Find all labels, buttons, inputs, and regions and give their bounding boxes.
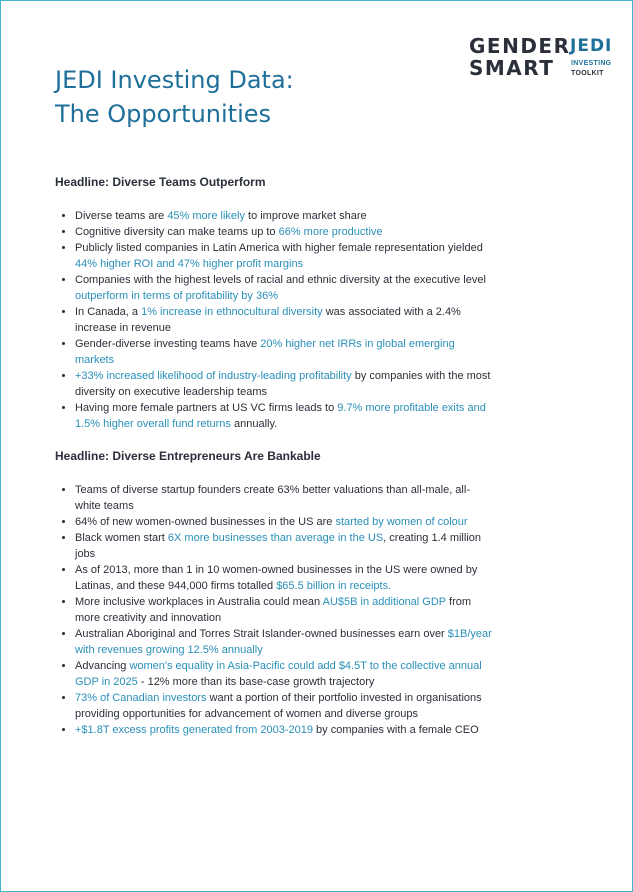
bullet-text: As of 2013, more than 1 in 10 women-owned businesses in the US were owned by Latinas, and these 944,000 firms totalled [75,564,478,592]
bullet-text: Gender-diverse investing teams have [75,338,261,350]
list-item [75,530,495,562]
list-item [75,272,495,304]
bullet-text: Black women start [75,532,168,544]
bullet-text: from more creativity and innovation [75,596,472,624]
list-item [75,224,495,240]
bullet-text: In Canada, a [75,306,142,318]
source-link[interactable]: $1B/year with revenues growing 12.5% annually [75,628,492,656]
list-item [75,658,495,690]
bullet-text: Cognitive diversity can make teams up to [75,226,279,238]
source-link[interactable]: 1% increase in ethnocultural diversity [141,306,323,318]
logo-toolkit: TOOLKIT [571,70,604,77]
bullet-text: Teams of diverse startup founders create 63% better valuations than all-male, all-white teams [75,484,470,512]
bullet-text: to improve market share [244,210,367,222]
bullet-text: annually. [230,418,278,430]
bullet-text: Companies with the highest levels of racial and ethnic diversity at the executive level [75,274,486,286]
logo-word-gender: GENDER [469,34,571,58]
bullet-text: Having more female partners at US VC firms leads to [75,402,338,414]
bullet-text: by companies with a female CEO [312,724,479,736]
list-item [75,208,495,224]
bullet-text: Diverse teams are [75,210,168,222]
list-item [75,240,495,272]
logo-word-smart: SMART [469,56,555,80]
list-item [75,482,495,514]
source-link[interactable]: outperform in terms of profitability by 36% [75,290,278,302]
source-link[interactable]: +33% increased likelihood of industry-leading profitability [75,370,352,382]
section-heading-entrepreneurs: Headline: Diverse Entrepreneurs Are Bankable [55,449,321,463]
list-item [75,368,495,400]
bullet-text: by companies with the most diversity on executive leadership teams [75,370,491,398]
logo-investing: INVESTING [571,60,612,67]
list-item [75,514,495,530]
page-title-line-1: JEDI Investing Data: [55,66,294,94]
source-link[interactable]: +$1.8T excess profits generated from 2003-2019 [75,724,313,736]
source-link[interactable]: women's equality in Asia-Pacific could add $4.5T to the collective annual GDP in 2025 [75,660,482,688]
logo-jedi: JEDI [570,36,613,56]
bullet-text: , creating 1.4 million jobs [75,532,481,560]
source-link[interactable]: 6X more businesses than average in the US [167,532,384,544]
list-item [75,626,495,658]
source-link[interactable]: 44% higher ROI and 47% higher profit margins [75,258,304,270]
page-title-line-2: The Opportunities [55,100,272,128]
section-heading-teams: Headline: Diverse Teams Outperform [55,175,266,189]
bullet-text: Publicly listed companies in Latin America with higher female representation yielded [75,242,483,254]
source-link[interactable]: 45% more likely [167,210,245,222]
bullet-text: want a portion of their portfolio invested in organisations providing opportunities for advancement of women and diverse groups [75,692,482,720]
list-item [75,304,495,336]
bullet-text: More inclusive workplaces in Australia could mean [75,596,323,608]
entrepreneurs-bullet-list [55,482,495,738]
list-item [75,336,495,368]
teams-bullet-list [55,208,495,432]
source-link[interactable]: 20% higher net IRRs in global emerging markets [75,338,455,366]
list-item [75,400,495,432]
source-link[interactable]: 9.7% more profitable exits and 1.5% higher overall fund returns [75,402,486,430]
bullet-text: Advancing [75,660,130,672]
list-item [75,594,495,626]
bullet-text: Australian Aboriginal and Torres Strait Islander-owned businesses earn over [75,628,448,640]
gendersmart-logo [469,36,614,80]
source-link[interactable]: AU$5B in additional GDP [322,596,446,608]
bullet-text: 64% of new women-owned businesses in the US are [75,516,336,528]
bullet-text: - 12% more than its base-case growth trajectory [137,676,375,688]
list-item [75,722,495,738]
source-link[interactable]: 66% more productive [278,226,383,238]
bullet-text: was associated with a 2.4% increase in revenue [75,306,461,334]
source-link[interactable]: $65.5 billion in receipts. [276,580,392,592]
page-title [55,63,294,131]
list-item [75,562,495,594]
source-link[interactable]: started by women of colour [335,516,468,528]
source-link[interactable]: 73% of Canadian investors [75,692,207,704]
list-item [75,690,495,722]
